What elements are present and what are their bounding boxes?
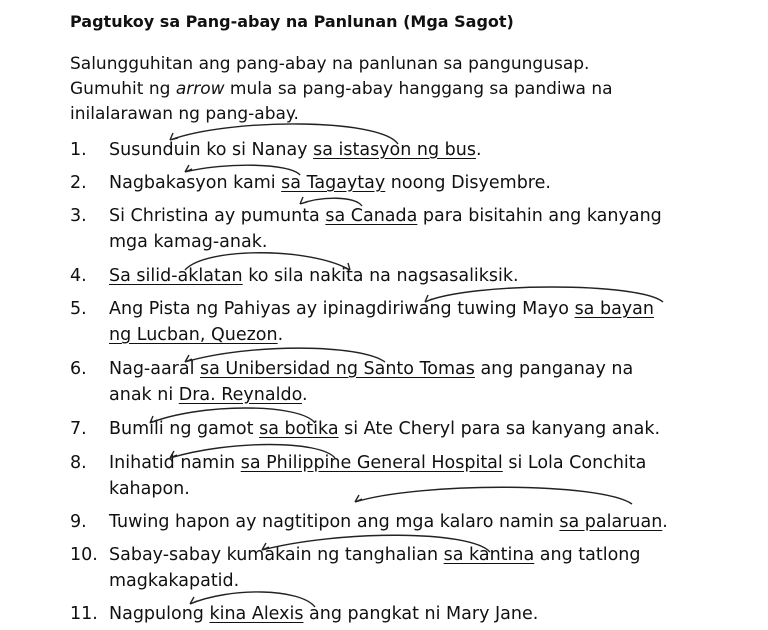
instruction-line: Salungguhitan ang pang-abay na panlunan sa pangungusap. <box>70 54 590 74</box>
sentence-text: Tuwing hapon ay nagtitipon ang mga kalaro namin <box>109 512 560 532</box>
sentence-item <box>70 601 750 627</box>
sentence-text: Nagpulong <box>109 604 210 624</box>
item-number: 2. <box>70 173 87 193</box>
item-number: 6. <box>70 359 87 379</box>
sentence-continuation: mga kamag-anak. <box>109 232 268 252</box>
underlined-adverb: sa Tagaytay <box>281 173 386 193</box>
underlined-adverb: sa botika <box>259 419 339 439</box>
sentence-item <box>70 170 750 196</box>
sentence-text: . <box>301 385 308 405</box>
underlined-adverb: sa kantina <box>443 545 535 565</box>
sentence-item <box>70 137 750 163</box>
sentence-text: Si Christina ay pumunta <box>109 206 326 226</box>
item-number: 5. <box>70 299 87 319</box>
instruction-text: mula sa pang-abay hanggang sa pandiwa na <box>224 79 613 99</box>
instruction-emphasis: arrow <box>175 79 225 99</box>
sentence-item <box>70 416 750 442</box>
sentence-text: Bumili ng gamot <box>109 419 260 439</box>
instruction-text: Gumuhit ng <box>70 79 176 99</box>
item-number: 9. <box>70 512 87 532</box>
underlined-adverb: sa Canada <box>325 206 418 226</box>
sentence-item <box>70 203 750 255</box>
instructions <box>70 52 730 127</box>
sentence-item <box>70 263 750 289</box>
item-number: 10. <box>70 545 98 565</box>
sentence-text: ko sila nakita na nagsasaliksik. <box>242 266 519 286</box>
sentence-item <box>70 450 750 502</box>
underlined-adverb: sa istasyon ng bus <box>313 140 476 160</box>
sentence-text: noong Disyembre. <box>385 173 551 193</box>
underlined-adverb: Sa silid-aklatan <box>109 266 243 286</box>
sentence-item <box>70 356 750 408</box>
item-number: 1. <box>70 140 87 160</box>
sentence-text: ang panganay na <box>474 359 634 379</box>
sentence-item <box>70 509 750 535</box>
sentence-text: si Lola Conchita <box>502 453 647 473</box>
sentence-continuation: kahapon. <box>109 479 190 499</box>
page-title: Pagtukoy sa Pang-abay na Panlunan (Mga Sagot) <box>70 12 514 31</box>
item-number: 7. <box>70 419 87 439</box>
sentence-text: Nagbakasyon kami <box>109 173 282 193</box>
sentence-item <box>70 542 750 594</box>
sentence-text: anak ni <box>109 385 179 405</box>
sentence-continuation: magkakapatid. <box>109 571 240 591</box>
sentence-text: Inihatid namin <box>109 453 241 473</box>
underlined-name: Dra. Reynaldo <box>178 385 302 405</box>
sentence-text: Nag-aaral <box>109 359 201 379</box>
sentence-item <box>70 296 750 348</box>
sentence-text: . <box>277 325 284 345</box>
item-number: 3. <box>70 206 87 226</box>
sentence-text: . <box>475 140 482 160</box>
underlined-adverb: ng Lucban, Quezon <box>109 325 278 345</box>
sentence-text: Ang Pista ng Pahiyas ay ipinagdiriwang tuwing Mayo <box>109 299 575 319</box>
item-number: 11. <box>70 604 98 624</box>
underlined-adverb: sa Unibersidad ng Santo Tomas <box>200 359 475 379</box>
item-number: 4. <box>70 266 87 286</box>
sentence-text: si Ate Cheryl para sa kanyang anak. <box>338 419 661 439</box>
underlined-adverb: sa Philippine General Hospital <box>240 453 503 473</box>
instruction-line <box>70 77 730 102</box>
item-number: 8. <box>70 453 87 473</box>
sentence-text: Susunduin ko si Nanay <box>109 140 314 160</box>
sentence-text: Sabay-sabay kumakain ng tanghalian <box>109 545 444 565</box>
sentence-text: para bisitahin ang kanyang <box>417 206 662 226</box>
underlined-adverb: kina Alexis <box>209 604 304 624</box>
sentence-text: ang pangkat ni Mary Jane. <box>303 604 539 624</box>
sentence-text: . <box>662 512 668 532</box>
underlined-adverb: sa bayan <box>574 299 654 319</box>
underlined-adverb: sa palaruan <box>559 512 663 532</box>
sentence-text: ang tatlong <box>534 545 641 565</box>
instruction-line: inilalarawan ng pang-abay. <box>70 104 299 124</box>
